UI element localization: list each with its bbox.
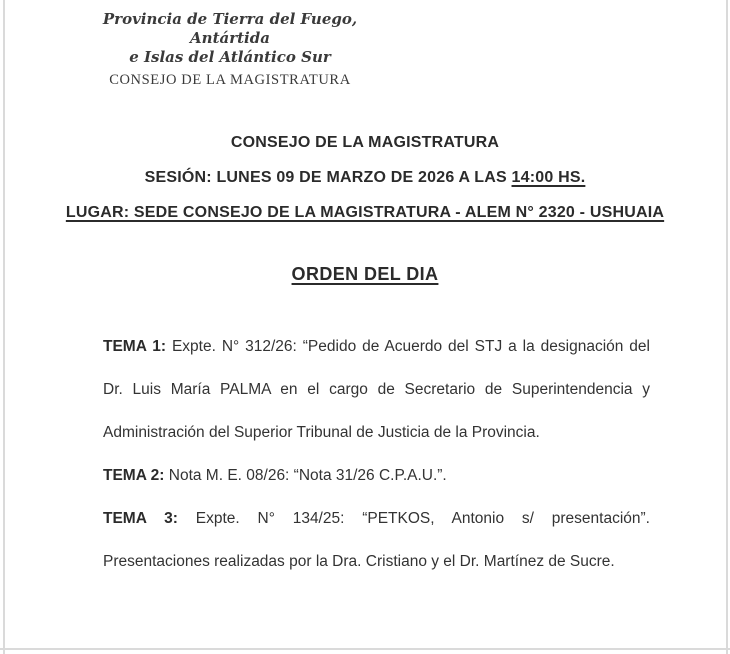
letterhead-province-line1: Provincia de Tierra del Fuego, Antártida (102, 10, 358, 47)
letterhead-org: CONSEJO DE LA MAGISTRATURA (109, 72, 351, 88)
session-time: 14:00 HS. (511, 169, 586, 186)
scan-edge-bottom (0, 648, 730, 650)
letterhead (100, 0, 360, 89)
agenda-item-3-label: TEMA 3: (103, 510, 178, 527)
agenda-item-1-text: Expte. N° 312/26: “Pedido de Acuerdo del STJ a la designación del Dr. Luis María PALMA en el cargo de Secretario de Superintendencia y Administración del Superior Tribunal de Justicia de la Provincia. (103, 338, 650, 441)
agenda-item-2-text: Nota M. E. 08/26: “Nota 31/26 C.P.A.U.”. (168, 467, 447, 484)
agenda-items (103, 325, 650, 583)
agenda-item-1 (103, 325, 650, 454)
agenda-item-2 (103, 454, 650, 497)
letterhead-province-line2: e Islas del Atlántico Sur (129, 48, 331, 66)
agenda-heading: ORDEN DEL DIA (291, 264, 439, 284)
scan-edge-right (726, 0, 728, 654)
document-title: CONSEJO DE LA MAGISTRATURA (230, 134, 500, 151)
session-prefix: SESIÓN: LUNES 09 DE MARZO DE 2026 A LAS (144, 169, 512, 186)
agenda-item-1-label: TEMA 1: (103, 338, 167, 355)
agenda-item-2-label: TEMA 2: (103, 467, 165, 484)
title-block (0, 133, 730, 222)
agenda-item-3 (103, 497, 650, 583)
location-line: LUGAR: SEDE CONSEJO DE LA MAGISTRATURA - ALEM N° 2320 - USHUAIA (65, 204, 665, 221)
session-line (0, 168, 730, 187)
scan-edge-left (3, 0, 5, 654)
agenda-item-3-text: Expte. N° 134/25: “PETKOS, Antonio s/ presentación”. Presentaciones realizadas por la Dra. Cristiano y el Dr. Martínez de Sucre. (103, 510, 650, 570)
